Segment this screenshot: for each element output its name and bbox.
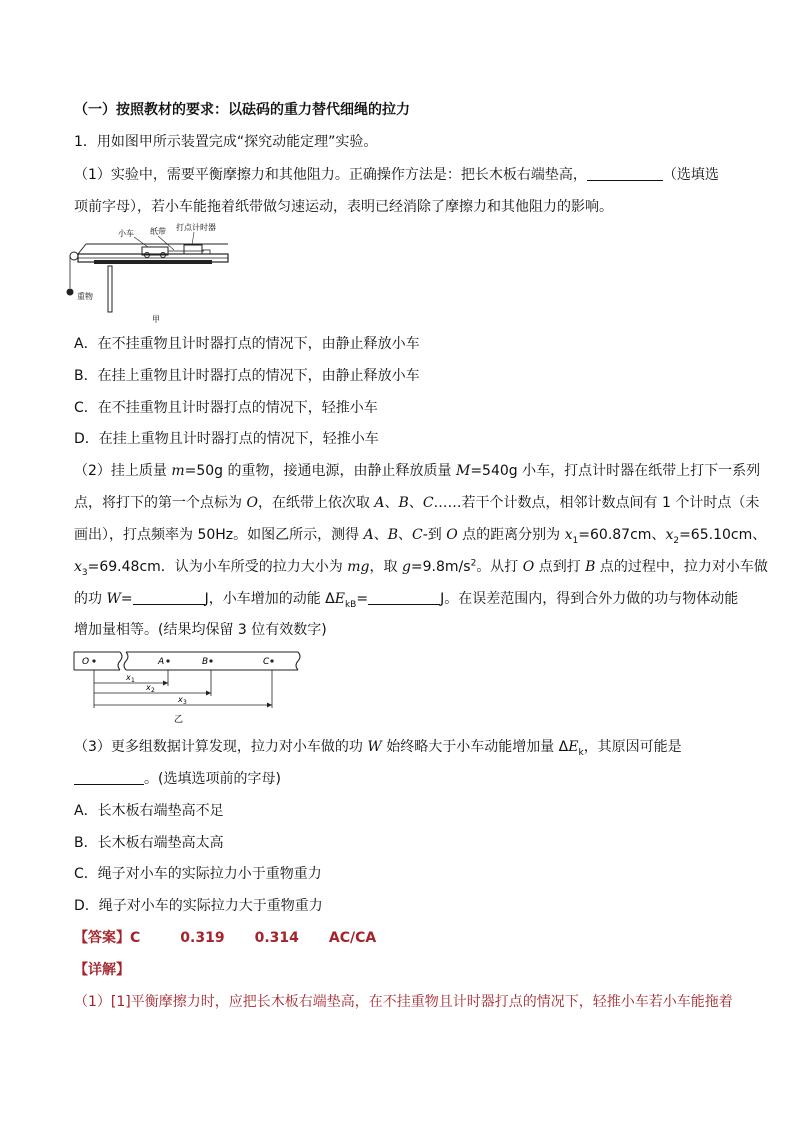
- text: 、: [373, 527, 388, 543]
- subscript: 3: [81, 567, 88, 578]
- var-W: W: [367, 739, 382, 755]
- part2-line2: [74, 493, 759, 513]
- option-1d[interactable]: D．在挂上重物且计时器打点的情况下，轻推小车: [74, 431, 379, 447]
- var-C: C: [422, 495, 434, 511]
- text: 点的过程中，拉力对小车做: [595, 559, 768, 575]
- answer-label: 【答案】: [74, 930, 130, 946]
- question-stem: 1．用如图甲所示装置完成“探究动能定理”实验。: [74, 134, 378, 150]
- text: =: [120, 591, 133, 607]
- subscript: kB: [344, 599, 357, 610]
- caption-yi: 乙: [174, 715, 184, 725]
- option-1c[interactable]: C．在不挂重物且计时器打点的情况下，轻推小车: [74, 400, 378, 416]
- text: 画出），打点频率为 50Hz。如图乙所示，测得: [74, 527, 364, 543]
- part3-line1: [74, 737, 682, 757]
- var-x: x: [74, 559, 82, 575]
- figure-yi: [72, 650, 308, 726]
- option-3d[interactable]: D．绳子对小车的实际拉力大于重物重力: [74, 898, 323, 914]
- label-x3: x: [178, 695, 183, 704]
- var-A: A: [374, 495, 385, 511]
- detail-text: （1）[1]平衡摩擦力时，应把长木板右端垫高，在不挂重物且计时器打点的情况下，轻推小车若小车能拖着: [74, 994, 733, 1010]
- subscript: 2: [673, 535, 680, 546]
- label-weight: 重物: [77, 292, 93, 301]
- var-B: B: [585, 559, 596, 575]
- var-O: O: [522, 559, 535, 575]
- part1-text-after: （选填选: [662, 167, 719, 183]
- text: ，取: [369, 559, 402, 575]
- part3-line2: [74, 769, 281, 789]
- text: （3）更多组数据计算发现，拉力对小车做的功: [74, 739, 368, 755]
- var-E: E: [568, 739, 579, 755]
- text: 点，将打下的第一个点标为: [74, 495, 247, 511]
- text: =69.48cm．认为小车所受的拉力大小为: [87, 559, 348, 575]
- option-3b[interactable]: B．长木板右端垫高太高: [74, 835, 224, 851]
- text: J，小车增加的动能 Δ: [204, 591, 335, 607]
- label-timer: 打点计时器: [176, 223, 216, 232]
- option-3c[interactable]: C．绳子对小车的实际拉力小于重物重力: [74, 866, 322, 882]
- part1-line2: 项前字母），若小车能拖着纸带做匀速运动，表明已经消除了摩擦力和其他阻力的影响。: [74, 199, 613, 215]
- text: 。从打: [476, 559, 523, 575]
- text: =50g 的重物，接通电源，由静止释放质量: [184, 463, 456, 479]
- answer-value-3: 0.314: [254, 930, 299, 946]
- part2-line1: [74, 461, 760, 481]
- var-B: B: [398, 495, 409, 511]
- var-x: x: [665, 527, 674, 543]
- answer-blank-3[interactable]: [368, 590, 440, 605]
- var-O: O: [446, 527, 458, 543]
- text: 点的距离分别为: [457, 527, 565, 543]
- section-title: （一）按照教材的要求：以砝码的重力替代细绳的拉力: [74, 102, 410, 118]
- var-m: m: [171, 463, 185, 479]
- answer-value-1: C: [130, 930, 141, 946]
- part2-line4: [74, 557, 768, 577]
- text: 、: [408, 495, 423, 511]
- part2-line5: [74, 589, 738, 609]
- text: =60.87cm、: [578, 527, 666, 543]
- text: ，在纸带上依次取: [257, 495, 375, 511]
- subscript: 1: [572, 535, 579, 546]
- detail-label: 【详解】: [74, 962, 130, 978]
- text: ……若干个计数点，相邻计数点间有 1 个计时点（未: [433, 495, 760, 511]
- var-x: x: [564, 527, 573, 543]
- text: =9.8m/s: [410, 559, 471, 575]
- label-O: O: [82, 657, 90, 667]
- answer-blank-1[interactable]: [587, 166, 663, 181]
- text: 。(选填选项前的字母): [144, 771, 281, 787]
- text: -到: [422, 527, 447, 543]
- var-E: E: [334, 591, 345, 607]
- label-C: C: [263, 657, 270, 667]
- answer-value-4: AC/CA: [328, 930, 377, 946]
- label-car: 小车: [118, 229, 134, 238]
- option-3a[interactable]: A．长木板右端垫高不足: [74, 803, 224, 819]
- text: ，其原因可能是: [583, 739, 682, 755]
- figure-jia: [64, 220, 244, 328]
- subscript: k: [578, 747, 584, 758]
- label-B: B: [202, 657, 209, 667]
- text: 、: [384, 495, 399, 511]
- superscript: 2: [470, 558, 477, 569]
- var-g: g: [401, 559, 411, 575]
- text: 的功: [74, 591, 107, 607]
- part2-line3: [74, 525, 766, 545]
- var-C: C: [412, 527, 423, 543]
- text: 始终略大于小车动能增加量 Δ: [381, 739, 569, 755]
- option-1b[interactable]: B．在挂上重物且计时器打点的情况下，由静止释放小车: [74, 368, 420, 384]
- option-1a[interactable]: A．在不挂重物且计时器打点的情况下，由静止释放小车: [74, 336, 420, 352]
- part2-line6: 增加量相等。(结果均保留 3 位有效数字): [74, 622, 327, 638]
- label-x3-sub: 3: [183, 699, 187, 706]
- text: =: [356, 591, 369, 607]
- text: 、: [398, 527, 413, 543]
- answer-blank-2[interactable]: [133, 590, 205, 605]
- answer-line: [74, 928, 376, 948]
- var-mg: mg: [347, 559, 370, 575]
- var-W: W: [106, 591, 121, 607]
- text: =65.10cm、: [679, 527, 767, 543]
- label-x1: x: [126, 673, 131, 682]
- var-M: M: [455, 463, 471, 479]
- text: 点到打: [534, 559, 586, 575]
- label-x1-sub: 1: [131, 677, 135, 684]
- text: J。在误差范围内，得到合外力做的功与物体动能: [440, 591, 739, 607]
- text: （2）挂上质量: [74, 463, 172, 479]
- caption-jia: 甲: [152, 315, 160, 324]
- var-O: O: [246, 495, 258, 511]
- part1-line1: [74, 165, 719, 185]
- label-A: A: [158, 657, 165, 667]
- label-tape: 纸带: [150, 227, 166, 236]
- text: =540g 小车，打点计时器在纸带上打下一系列: [470, 463, 761, 479]
- var-A: A: [363, 527, 374, 543]
- part1-text-before: （1）实验中，需要平衡摩擦力和其他阻力。正确操作方法是：把长木板右端垫高，: [74, 167, 587, 183]
- answer-value-2: 0.319: [180, 930, 225, 946]
- label-x2: x: [146, 683, 151, 692]
- answer-blank-4[interactable]: [74, 770, 144, 785]
- label-x2-sub: 2: [151, 687, 155, 694]
- var-B: B: [387, 527, 399, 543]
